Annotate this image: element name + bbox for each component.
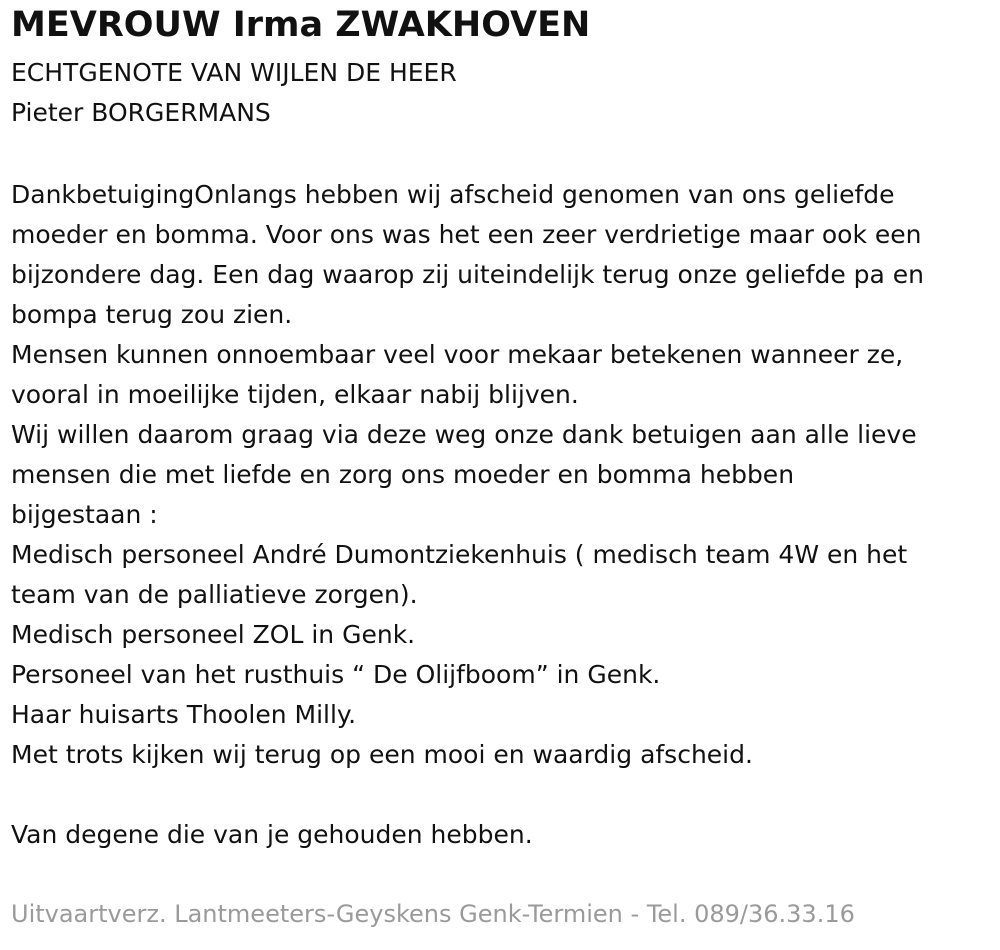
relation-line-2: Pieter BORGERMANS [11,98,271,127]
message-line: Medisch personeel André Dumontziekenhuis ( medisch team 4W en het [11,540,908,569]
message-line: Wij willen daarom graag via deze weg onze dank betuigen aan alle lieve [11,420,917,449]
message-line: bompa terug zou zien. [11,300,293,329]
message-line: Personeel van het rusthuis “ De Olijfboom” in Genk. [11,660,661,689]
deceased-title: MEVROUW [11,5,221,45]
message-body [11,175,991,855]
message-line: vooral in moeilijke tijden, elkaar nabij blijven. [11,380,579,409]
deceased-heading [11,4,590,46]
message-closing: Van degene die van je gehouden hebben. [11,820,533,849]
message-line: Medisch personeel ZOL in Genk. [11,620,416,649]
message-line: mensen die met liefde en zorg ons moeder en bomma hebben [11,460,795,489]
relation-line-1: ECHTGENOTE VAN WIJLEN DE HEER [11,58,457,87]
deceased-name: Irma ZWAKHOVEN [232,5,591,45]
message-line: Haar huisarts Thoolen Milly. [11,700,357,729]
message-line: Mensen kunnen onnoembaar veel voor mekaar betekenen wanneer ze, [11,340,904,369]
funeral-home-footer: Uitvaartverz. Lantmeeters-Geyskens Genk-Termien - Tel. 089/36.33.16 [11,900,855,928]
message-line: Met trots kijken wij terug op een mooi en waardig afscheid. [11,740,753,769]
message-line: bijgestaan : [11,500,158,529]
message-line: bijzondere dag. Een dag waarop zij uiteindelijk terug onze geliefde pa en [11,260,925,289]
message-line: team van de palliatieve zorgen). [11,580,418,609]
message-line: DankbetuigingOnlangs hebben wij afscheid genomen van ons geliefde [11,180,895,209]
message-line: moeder en bomma. Voor ons was het een zeer verdrietige maar ook een [11,220,922,249]
blank-line [11,775,991,815]
